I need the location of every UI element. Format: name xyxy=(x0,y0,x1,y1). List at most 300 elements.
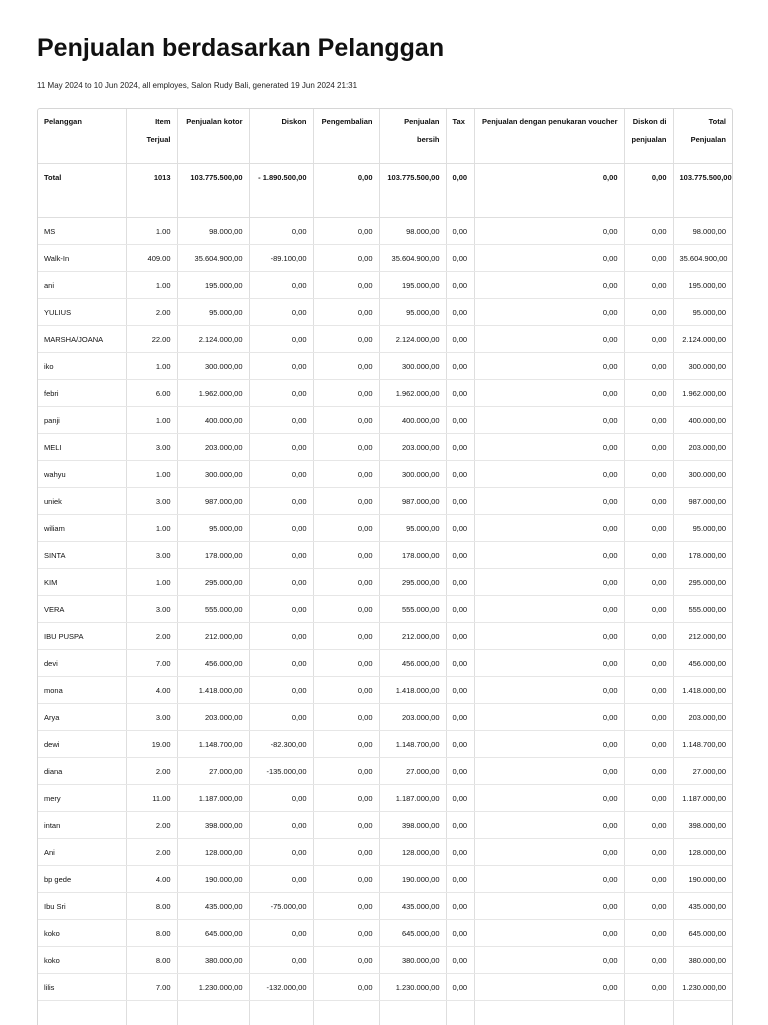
table-cell: 0,00 xyxy=(446,298,474,325)
table-cell: 0,00 xyxy=(446,514,474,541)
table-cell: 95.000,00 xyxy=(177,514,249,541)
table-cell: 3.00 xyxy=(126,433,177,460)
table-cell: 300.000,00 xyxy=(177,460,249,487)
column-header: Tax xyxy=(446,109,474,163)
table-cell: 0,00 xyxy=(624,217,673,244)
table-cell: 0,00 xyxy=(313,487,379,514)
table-cell: 0,00 xyxy=(313,595,379,622)
table-cell: 103.775.500,00 xyxy=(673,163,732,217)
table-cell xyxy=(446,1000,474,1025)
table-cell: 0,00 xyxy=(249,649,313,676)
table-cell: uniek xyxy=(38,487,126,514)
table-cell: 0,00 xyxy=(474,514,624,541)
table-cell: mona xyxy=(38,676,126,703)
table-cell: 0,00 xyxy=(446,865,474,892)
table-cell: 0,00 xyxy=(474,892,624,919)
table-cell: 8.00 xyxy=(126,892,177,919)
table-cell: 0,00 xyxy=(624,163,673,217)
table-cell: 0,00 xyxy=(446,919,474,946)
table-cell: 645.000,00 xyxy=(177,919,249,946)
table-cell: 0,00 xyxy=(446,244,474,271)
sales-table-container xyxy=(37,108,733,1025)
table-cell: 0,00 xyxy=(249,811,313,838)
table-row xyxy=(38,595,732,622)
column-header: Penjualan kotor xyxy=(177,109,249,163)
table-cell: devi xyxy=(38,649,126,676)
table-cell: 0,00 xyxy=(624,460,673,487)
table-cell: 398.000,00 xyxy=(379,811,446,838)
table-cell: febri xyxy=(38,379,126,406)
table-cell: 0,00 xyxy=(474,271,624,298)
table-cell: 0,00 xyxy=(446,271,474,298)
table-cell: 0,00 xyxy=(249,433,313,460)
table-cell: 1.962.000,00 xyxy=(379,379,446,406)
table-cell: 645.000,00 xyxy=(673,919,732,946)
table-cell: 0,00 xyxy=(313,514,379,541)
table-cell: 3.00 xyxy=(126,703,177,730)
table-cell: 95.000,00 xyxy=(673,514,732,541)
table-cell: 0,00 xyxy=(446,811,474,838)
table-cell: 0,00 xyxy=(624,703,673,730)
table-cell: 0,00 xyxy=(624,622,673,649)
table-cell: 0,00 xyxy=(313,568,379,595)
table-cell: -75.000,00 xyxy=(249,892,313,919)
table-cell: 203.000,00 xyxy=(379,433,446,460)
table-cell: 212.000,00 xyxy=(177,622,249,649)
table-cell: 95.000,00 xyxy=(673,298,732,325)
table-cell: 300.000,00 xyxy=(673,460,732,487)
table-row xyxy=(38,865,732,892)
table-cell: 103.775.500,00 xyxy=(177,163,249,217)
table-row xyxy=(38,514,732,541)
table-cell: 456.000,00 xyxy=(379,649,446,676)
table-cell: YULIUS xyxy=(38,298,126,325)
table-cell: 0,00 xyxy=(624,325,673,352)
table-cell: 3.00 xyxy=(126,487,177,514)
table-cell: 409.00 xyxy=(126,244,177,271)
table-cell: 0,00 xyxy=(313,811,379,838)
table-cell: 1.148.700,00 xyxy=(177,730,249,757)
table-cell: 0,00 xyxy=(474,163,624,217)
table-cell: 0,00 xyxy=(249,460,313,487)
table-cell: 0,00 xyxy=(474,973,624,1000)
table-cell: 0,00 xyxy=(474,946,624,973)
table-cell: 0,00 xyxy=(249,379,313,406)
table-cell: 0,00 xyxy=(474,919,624,946)
table-cell: 0,00 xyxy=(313,784,379,811)
table-cell xyxy=(474,1000,624,1025)
table-cell: 0,00 xyxy=(446,946,474,973)
table-cell: 1.418.000,00 xyxy=(379,676,446,703)
table-cell: 0,00 xyxy=(446,892,474,919)
column-header: Diskon di penjualan xyxy=(624,109,673,163)
table-cell: 435.000,00 xyxy=(379,892,446,919)
table-cell: 190.000,00 xyxy=(379,865,446,892)
table-cell xyxy=(38,1000,126,1025)
table-cell: 190.000,00 xyxy=(673,865,732,892)
table-cell: 128.000,00 xyxy=(673,838,732,865)
table-cell: 0,00 xyxy=(624,784,673,811)
table-cell: 0,00 xyxy=(624,757,673,784)
table-cell: 0,00 xyxy=(446,838,474,865)
table-cell: -132.000,00 xyxy=(249,973,313,1000)
table-cell: 1013 xyxy=(126,163,177,217)
table-cell: 398.000,00 xyxy=(177,811,249,838)
table-cell: 6.00 xyxy=(126,379,177,406)
table-cell: panji xyxy=(38,406,126,433)
table-cell: 1.418.000,00 xyxy=(177,676,249,703)
table-cell: 0,00 xyxy=(249,676,313,703)
table-cell: 0,00 xyxy=(474,622,624,649)
table-cell: 1.00 xyxy=(126,514,177,541)
table-cell: 295.000,00 xyxy=(379,568,446,595)
table-row xyxy=(38,946,732,973)
table-cell: 1.962.000,00 xyxy=(177,379,249,406)
table-cell: 1.230.000,00 xyxy=(177,973,249,1000)
table-row xyxy=(38,811,732,838)
sales-by-customer-table xyxy=(38,109,732,1025)
table-cell: 1.187.000,00 xyxy=(673,784,732,811)
table-cell: 0,00 xyxy=(624,892,673,919)
table-row xyxy=(38,271,732,298)
table-cell: 1.187.000,00 xyxy=(379,784,446,811)
table-row xyxy=(38,433,732,460)
table-cell: 435.000,00 xyxy=(177,892,249,919)
table-cell: 178.000,00 xyxy=(673,541,732,568)
table-cell: Ani xyxy=(38,838,126,865)
table-cell: 128.000,00 xyxy=(177,838,249,865)
table-cell: 35.604.900,00 xyxy=(673,244,732,271)
table-cell: 0,00 xyxy=(313,541,379,568)
table-cell: 103.775.500,00 xyxy=(379,163,446,217)
table-cell: 0,00 xyxy=(474,541,624,568)
table-cell: koko xyxy=(38,919,126,946)
table-cell: 300.000,00 xyxy=(379,352,446,379)
table-cell: 98.000,00 xyxy=(379,217,446,244)
table-row xyxy=(38,892,732,919)
table-cell: 1.187.000,00 xyxy=(177,784,249,811)
table-cell: mery xyxy=(38,784,126,811)
table-cell: 0,00 xyxy=(624,865,673,892)
table-cell: 128.000,00 xyxy=(379,838,446,865)
table-cell: 0,00 xyxy=(446,352,474,379)
table-cell: 3.00 xyxy=(126,541,177,568)
table-cell: 0,00 xyxy=(446,163,474,217)
table-cell: 2.124.000,00 xyxy=(177,325,249,352)
table-cell: 203.000,00 xyxy=(177,433,249,460)
table-cell: 2.00 xyxy=(126,757,177,784)
table-cell: 0,00 xyxy=(313,865,379,892)
table-cell: 987.000,00 xyxy=(379,487,446,514)
table-row xyxy=(38,406,732,433)
table-cell: -82.300,00 xyxy=(249,730,313,757)
table-cell: 0,00 xyxy=(249,406,313,433)
table-cell: 22.00 xyxy=(126,325,177,352)
table-row xyxy=(38,325,732,352)
table-cell: 0,00 xyxy=(313,973,379,1000)
table-cell: 0,00 xyxy=(474,379,624,406)
table-cell: 0,00 xyxy=(624,730,673,757)
table-cell: 0,00 xyxy=(313,244,379,271)
table-cell: 300.000,00 xyxy=(177,352,249,379)
table-cell: 0,00 xyxy=(313,919,379,946)
table-cell: 0,00 xyxy=(624,595,673,622)
column-header: Pelanggan xyxy=(38,109,126,163)
table-cell: 95.000,00 xyxy=(379,298,446,325)
table-cell: 0,00 xyxy=(474,568,624,595)
table-cell: 0,00 xyxy=(474,406,624,433)
table-row xyxy=(38,703,732,730)
table-cell: 1.962.000,00 xyxy=(673,379,732,406)
table-cell: 0,00 xyxy=(313,892,379,919)
table-cell xyxy=(126,1000,177,1025)
table-cell: 0,00 xyxy=(249,838,313,865)
table-cell: 0,00 xyxy=(249,703,313,730)
table-cell: 0,00 xyxy=(624,973,673,1000)
table-cell: VERA xyxy=(38,595,126,622)
table-cell: 0,00 xyxy=(313,460,379,487)
table-cell: 0,00 xyxy=(474,703,624,730)
table-cell: 0,00 xyxy=(313,352,379,379)
table-row xyxy=(38,919,732,946)
table-cell: 0,00 xyxy=(313,298,379,325)
table-cell: 4.00 xyxy=(126,676,177,703)
table-cell: 11.00 xyxy=(126,784,177,811)
report-subtitle: 11 May 2024 to 10 Jun 2024, all employes, Salon Rudy Bali, generated 19 Jun 2024 21:31 xyxy=(37,81,358,90)
table-cell xyxy=(249,1000,313,1025)
table-cell: 0,00 xyxy=(446,379,474,406)
table-cell: 98.000,00 xyxy=(673,217,732,244)
table-cell: 0,00 xyxy=(474,730,624,757)
table-cell: 2.00 xyxy=(126,298,177,325)
table-cell: 95.000,00 xyxy=(177,298,249,325)
table-cell: 0,00 xyxy=(474,433,624,460)
table-cell: 0,00 xyxy=(446,676,474,703)
table-cell: 295.000,00 xyxy=(673,568,732,595)
table-cell: 0,00 xyxy=(624,676,673,703)
table-cell: wahyu xyxy=(38,460,126,487)
table-cell: 0,00 xyxy=(624,379,673,406)
table-cell: 1.00 xyxy=(126,568,177,595)
table-cell: 0,00 xyxy=(249,217,313,244)
table-cell: 0,00 xyxy=(249,595,313,622)
table-cell xyxy=(379,1000,446,1025)
table-cell: MELI xyxy=(38,433,126,460)
table-cell: wiliam xyxy=(38,514,126,541)
table-cell: ani xyxy=(38,271,126,298)
table-cell: 987.000,00 xyxy=(673,487,732,514)
table-cell: 2.00 xyxy=(126,838,177,865)
table-cell: 2.00 xyxy=(126,811,177,838)
table-cell: 7.00 xyxy=(126,973,177,1000)
table-cell: diana xyxy=(38,757,126,784)
table-cell: 0,00 xyxy=(624,514,673,541)
table-cell: 300.000,00 xyxy=(673,352,732,379)
table-cell: 0,00 xyxy=(446,433,474,460)
table-cell: 2.124.000,00 xyxy=(379,325,446,352)
table-cell: 0,00 xyxy=(446,973,474,1000)
table-cell: 0,00 xyxy=(474,460,624,487)
table-row xyxy=(38,649,732,676)
table-cell: 0,00 xyxy=(313,217,379,244)
table-cell: 1.230.000,00 xyxy=(673,973,732,1000)
table-cell xyxy=(313,1000,379,1025)
table-cell: 0,00 xyxy=(313,838,379,865)
table-cell: 0,00 xyxy=(249,514,313,541)
table-cell: Walk-In xyxy=(38,244,126,271)
table-cell: bp gede xyxy=(38,865,126,892)
table-cell: 0,00 xyxy=(313,379,379,406)
table-cell: 398.000,00 xyxy=(673,811,732,838)
table-cell: 0,00 xyxy=(474,217,624,244)
table-cell: 0,00 xyxy=(446,703,474,730)
table-cell: 195.000,00 xyxy=(379,271,446,298)
table-cell: 3.00 xyxy=(126,595,177,622)
table-cell: 0,00 xyxy=(249,946,313,973)
table-cell: 1.00 xyxy=(126,352,177,379)
table-cell: 0,00 xyxy=(446,649,474,676)
table-cell: 0,00 xyxy=(446,460,474,487)
table-cell: 35.604.900,00 xyxy=(379,244,446,271)
table-cell xyxy=(624,1000,673,1025)
column-header: Diskon xyxy=(249,109,313,163)
table-cell: 0,00 xyxy=(624,541,673,568)
table-cell: 0,00 xyxy=(446,217,474,244)
table-cell: 35.604.900,00 xyxy=(177,244,249,271)
table-cell: 8.00 xyxy=(126,946,177,973)
table-cell: 4.00 xyxy=(126,865,177,892)
table-row xyxy=(38,622,732,649)
table-cell: KIM xyxy=(38,568,126,595)
table-cell: 0,00 xyxy=(474,649,624,676)
table-cell: 0,00 xyxy=(446,730,474,757)
table-cell: 0,00 xyxy=(249,865,313,892)
table-cell: 212.000,00 xyxy=(379,622,446,649)
table-cell: 380.000,00 xyxy=(379,946,446,973)
table-cell: 0,00 xyxy=(474,865,624,892)
table-cell: 300.000,00 xyxy=(379,460,446,487)
table-cell: 295.000,00 xyxy=(177,568,249,595)
table-cell: IBU PUSPA xyxy=(38,622,126,649)
table-cell: 1.148.700,00 xyxy=(379,730,446,757)
column-header: Pengembalian xyxy=(313,109,379,163)
table-cell: 1.418.000,00 xyxy=(673,676,732,703)
table-cell: 0,00 xyxy=(474,838,624,865)
table-cell: 0,00 xyxy=(474,757,624,784)
table-cell: 195.000,00 xyxy=(177,271,249,298)
table-cell: 0,00 xyxy=(474,244,624,271)
table-row xyxy=(38,541,732,568)
table-cell: 456.000,00 xyxy=(673,649,732,676)
table-cell: 95.000,00 xyxy=(379,514,446,541)
table-row xyxy=(38,730,732,757)
table-cell: 0,00 xyxy=(249,298,313,325)
table-header-row xyxy=(38,109,732,163)
table-cell: 555.000,00 xyxy=(177,595,249,622)
table-cell: 195.000,00 xyxy=(673,271,732,298)
table-cell: 7.00 xyxy=(126,649,177,676)
table-cell: 178.000,00 xyxy=(379,541,446,568)
table-cell: 0,00 xyxy=(474,676,624,703)
table-cell: 1.00 xyxy=(126,217,177,244)
table-cell: 0,00 xyxy=(446,487,474,514)
table-row xyxy=(38,487,732,514)
table-cell xyxy=(673,1000,732,1025)
table-cell: 0,00 xyxy=(624,298,673,325)
table-cell: 0,00 xyxy=(446,325,474,352)
table-cell: 0,00 xyxy=(313,433,379,460)
table-cell: 0,00 xyxy=(624,919,673,946)
table-cell: Total xyxy=(38,163,126,217)
page-title: Penjualan berdasarkan Pelanggan xyxy=(37,34,445,62)
table-row xyxy=(38,460,732,487)
table-row xyxy=(38,973,732,1000)
table-cell: 0,00 xyxy=(313,946,379,973)
table-cell: 0,00 xyxy=(474,325,624,352)
table-cell: -135.000,00 xyxy=(249,757,313,784)
table-cell: 0,00 xyxy=(474,298,624,325)
table-cell: Arya xyxy=(38,703,126,730)
table-row xyxy=(38,784,732,811)
table-cell: 1.00 xyxy=(126,460,177,487)
table-cell: 0,00 xyxy=(313,163,379,217)
table-cell: 0,00 xyxy=(446,757,474,784)
table-cell: 380.000,00 xyxy=(673,946,732,973)
table-cell: 212.000,00 xyxy=(673,622,732,649)
table-cell: 0,00 xyxy=(624,271,673,298)
table-cell: 203.000,00 xyxy=(177,703,249,730)
table-cell xyxy=(177,1000,249,1025)
table-cell: 0,00 xyxy=(446,568,474,595)
table-row xyxy=(38,676,732,703)
table-row xyxy=(38,298,732,325)
table-cell: 0,00 xyxy=(313,622,379,649)
table-row xyxy=(38,838,732,865)
table-cell: SINTA xyxy=(38,541,126,568)
table-cell: 0,00 xyxy=(624,352,673,379)
table-cell: 400.000,00 xyxy=(177,406,249,433)
table-cell: 0,00 xyxy=(624,568,673,595)
table-row-empty xyxy=(38,1000,732,1025)
table-cell: 400.000,00 xyxy=(379,406,446,433)
table-cell: lilis xyxy=(38,973,126,1000)
table-cell: 0,00 xyxy=(249,919,313,946)
table-cell: 27.000,00 xyxy=(379,757,446,784)
table-cell: 190.000,00 xyxy=(177,865,249,892)
table-cell: 645.000,00 xyxy=(379,919,446,946)
table-cell: 0,00 xyxy=(474,595,624,622)
table-cell: 0,00 xyxy=(446,622,474,649)
table-cell: 400.000,00 xyxy=(673,406,732,433)
table-cell: MS xyxy=(38,217,126,244)
table-cell: 1.148.700,00 xyxy=(673,730,732,757)
table-cell: 0,00 xyxy=(249,487,313,514)
table-cell: 203.000,00 xyxy=(673,703,732,730)
table-cell: 435.000,00 xyxy=(673,892,732,919)
table-cell: 0,00 xyxy=(249,541,313,568)
table-cell: iko xyxy=(38,352,126,379)
table-row xyxy=(38,568,732,595)
table-cell: 0,00 xyxy=(313,676,379,703)
table-cell: dewi xyxy=(38,730,126,757)
column-header: Item Terjual xyxy=(126,109,177,163)
table-row xyxy=(38,757,732,784)
table-row xyxy=(38,217,732,244)
table-cell: 0,00 xyxy=(624,838,673,865)
table-cell: 19.00 xyxy=(126,730,177,757)
table-cell: 0,00 xyxy=(474,811,624,838)
table-cell: 555.000,00 xyxy=(673,595,732,622)
